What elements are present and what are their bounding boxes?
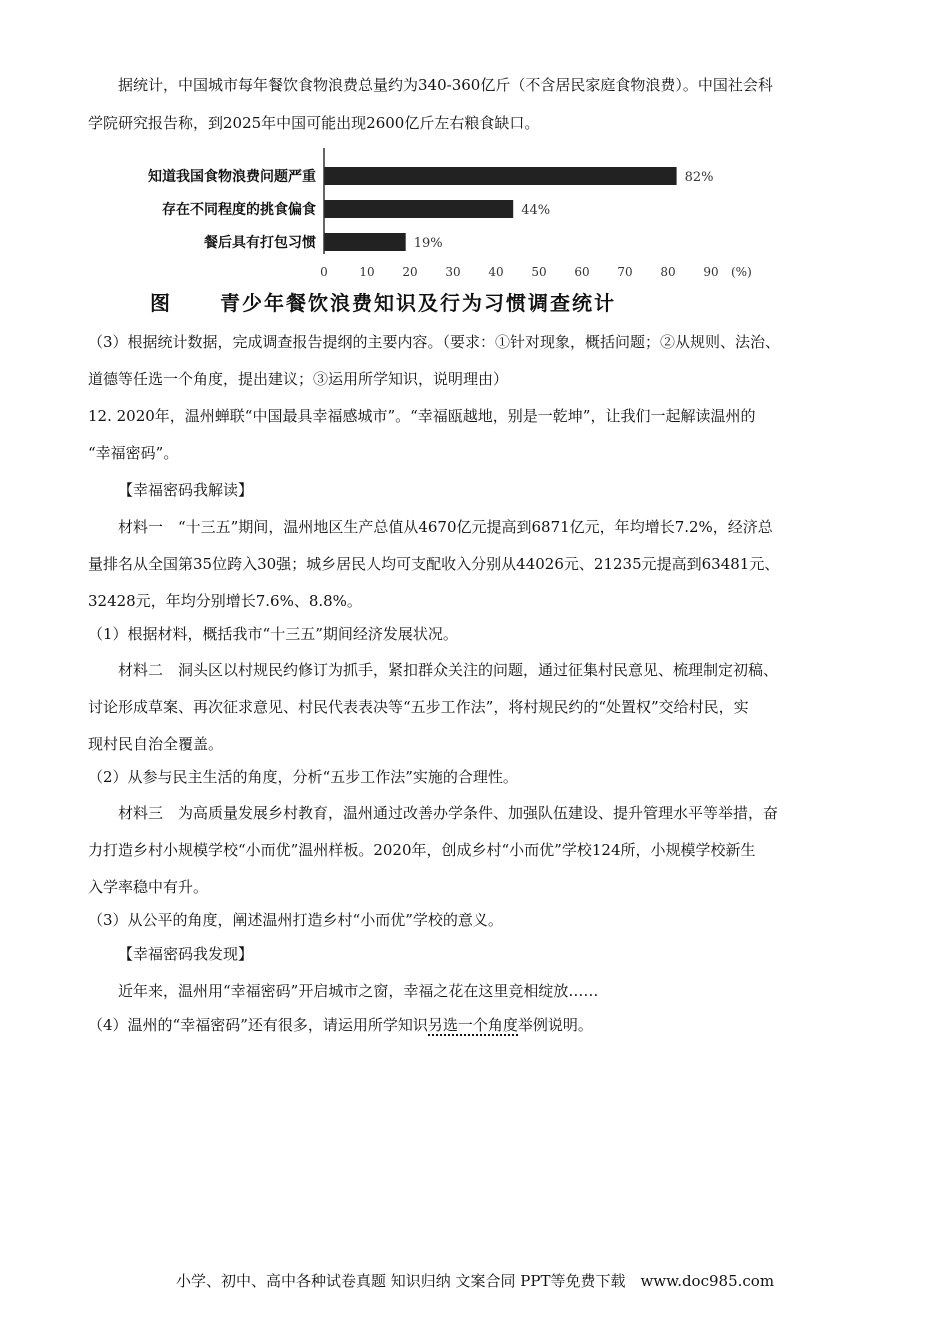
intro-line-1: 据统计，中国城市每年餐饮食物浪费总量约为340-360亿斤（不含居民家庭食物浪费）。中国社会科 xyxy=(118,76,773,94)
bar xyxy=(324,167,677,185)
material-2-line-3: 现村民自治全覆盖。 xyxy=(88,735,224,753)
x-axis-unit: (%) xyxy=(731,265,752,279)
chart-caption-prefix: 图 xyxy=(150,291,172,315)
material-1-line-2: 量排名从全国第35位跨入30强；城乡居民人均可支配收入分别从44026元、21235元提高到63481元、 xyxy=(88,555,780,573)
q12-line-2: “幸福密码”。 xyxy=(88,444,179,462)
question-4 xyxy=(88,1014,593,1036)
question-1: （1）根据材料，概括我市“十三五”期间经济发展状况。 xyxy=(88,625,458,643)
material-3-line-2: 力打造乡村小规模学校“小而优”温州样板。2020年，创成乡村“小而优”学校124所，小规模学校新生 xyxy=(88,841,756,859)
q3-line-1: （3）根据统计数据，完成调查报告提纲的主要内容。（要求：①针对现象，概括问题；②从规则、法治、 xyxy=(88,333,781,351)
x-tick-label: 90 xyxy=(703,265,719,279)
material-2-line-1: 材料二 洞头区以村规民约修订为抓手，紧扣群众关注的问题，通过征集村民意见、梳理制定初稿、 xyxy=(118,661,779,679)
bar-value-label: 82% xyxy=(684,170,714,185)
q12-line-1: 12. 2020年，温州蝉联“中国最具幸福感城市”。“幸福瓯越地，别是一乾坤”，让我们一起解读温州的 xyxy=(88,407,756,425)
page-footer: 小学、初中、高中各种试卷真题 知识归纳 文案合同 PPT等免费下载 www.doc985.com xyxy=(175,1272,775,1290)
bar xyxy=(324,233,406,251)
section-heading-discover: 【幸福密码我发现】 xyxy=(118,945,254,963)
material-1-line-3: 32428元，年均分别增长7.6%、8.8%。 xyxy=(88,592,362,610)
section-heading-interpret: 【幸福密码我解读】 xyxy=(118,481,254,499)
x-tick-label: 20 xyxy=(402,265,418,279)
material-1-line-1: 材料一 “十三五”期间，温州地区生产总值从4670亿元提高到6871亿元，年均增长7.2%，经济总 xyxy=(118,518,773,536)
question-2: （2）从参与民主生活的角度，分析“五步工作法”实施的合理性。 xyxy=(88,768,518,786)
x-tick-label: 50 xyxy=(531,265,547,279)
category-label: 知道我国食物浪费问题严重 xyxy=(148,169,316,185)
category-label: 存在不同程度的挑食偏食 xyxy=(162,202,316,218)
x-tick-label: 70 xyxy=(617,265,633,279)
question-4-post: 举例说明。 xyxy=(517,1016,593,1034)
question-4-pre: （4）温州的“幸福密码”还有很多，请运用所学知识 xyxy=(88,1016,428,1034)
bar-value-label: 44% xyxy=(521,203,551,218)
x-tick-label: 0 xyxy=(320,265,328,279)
x-tick-label: 80 xyxy=(660,265,676,279)
x-tick-label: 40 xyxy=(488,265,504,279)
chart-caption-title: 青少年餐饮浪费知识及行为习惯调查统计 xyxy=(220,291,616,315)
x-tick-label: 30 xyxy=(445,265,461,279)
question-4-emphasis: 另选一个角度 xyxy=(427,1016,518,1034)
material-4-line-1: 近年来，温州用“幸福密码”开启城市之窗，幸福之花在这里竞相绽放…… xyxy=(118,982,599,1000)
bar xyxy=(324,200,513,218)
chart-caption xyxy=(150,287,616,316)
material-3-line-3: 入学率稳中有升。 xyxy=(88,878,209,896)
category-label: 餐后具有打包习惯 xyxy=(204,235,316,251)
question-3: （3）从公平的角度，阐述温州打造乡村“小而优”学校的意义。 xyxy=(88,911,503,929)
q3-line-2: 道德等任选一个角度，提出建议；③运用所学知识，说明理由） xyxy=(88,370,509,388)
bar-value-label: 19% xyxy=(413,236,443,251)
x-tick-label: 60 xyxy=(574,265,590,279)
x-tick-label: 10 xyxy=(359,265,375,279)
material-3-line-1: 材料三 为高质量发展乡村教育，温州通过改善办学条件、加强队伍建设、提升管理水平等举措，奋 xyxy=(118,804,779,822)
intro-line-2: 学院研究报告称，到2025年中国可能出现2600亿斤左右粮食缺口。 xyxy=(88,114,540,132)
material-2-line-2: 讨论形成草案、再次征求意见、村民代表表决等“五步工作法”，将村规民约的“处置权”交给村民，实 xyxy=(88,698,749,716)
